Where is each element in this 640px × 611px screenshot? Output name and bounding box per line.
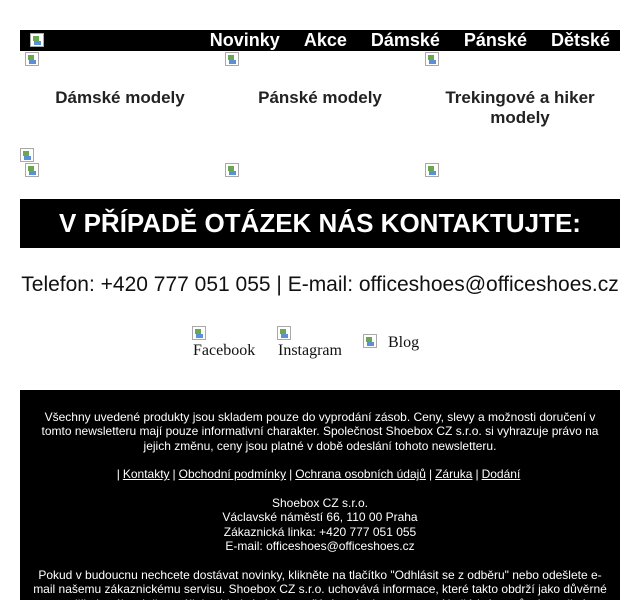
footer-link-obchodni-podminky[interactable]: Obchodní podmínky <box>178 467 287 481</box>
product-image-icon[interactable] <box>225 163 239 177</box>
footer-separator: | <box>475 467 479 481</box>
nav-link-detske[interactable]: Dětské <box>550 30 610 50</box>
category-panske[interactable] <box>220 52 420 112</box>
category-damske[interactable] <box>20 52 220 112</box>
contact-line: Telefon: +420 777 051 055 | E-mail: officeshoes@officeshoes.cz <box>21 273 619 296</box>
footer-separator: | <box>289 467 293 481</box>
footer-separator: | <box>428 467 433 481</box>
footer-separator: | <box>172 467 176 481</box>
top-navigation <box>20 30 620 51</box>
footer <box>20 390 620 611</box>
blog-label[interactable]: Blog <box>388 334 420 351</box>
facebook-label[interactable]: Facebook <box>193 342 256 359</box>
nav-links <box>210 30 610 51</box>
footer-address: Václavské náměstí 66, 110 00 Praha <box>222 510 418 525</box>
nav-link-akce[interactable]: Akce <box>303 30 347 50</box>
category-title[interactable]: Dámské modely <box>55 88 185 107</box>
category-trekking[interactable] <box>420 52 620 132</box>
facebook-icon[interactable] <box>192 326 206 340</box>
product-image-icon[interactable] <box>25 163 39 177</box>
category-image-icon[interactable] <box>25 52 39 66</box>
category-image-icon[interactable] <box>225 52 239 66</box>
banner-image-icon[interactable] <box>20 148 34 162</box>
category-image-icon[interactable] <box>425 52 439 66</box>
footer-company: Shoebox CZ s.r.o. <box>271 496 369 510</box>
footer-address-block <box>20 496 620 553</box>
footer-unsubscribe-text: Pokud v budoucnu nechcete dostávat novinky, klikněte na tlačítko "Odhlásit se z odběru" nebo odešlete e-mail našemu zákaznickému servisu. Shoebox CZ s.r.o. uchovává informace, které takto obdrží jako důvěrné a použije je výhradně pro účely objednávání a zasílání novinek, nepostoupí je žádným způsobem třetím <box>33 568 607 611</box>
blog-icon[interactable] <box>363 334 377 348</box>
footer-separator: | <box>116 467 120 481</box>
product-image-icon[interactable] <box>425 163 439 177</box>
nav-link-panske[interactable]: Pánské <box>463 30 527 50</box>
footer-link-ochrana-udaju[interactable]: Ochrana osobních údajů <box>295 467 426 481</box>
footer-disclaimer: Všechny uvedené produkty jsou skladem pouze do vyprodání zásob. Ceny, slevy a možnosti doručení v tomto newsletteru mají pouze informativní charakter. Společnost Shoebox CZ s.r.o. si vyhrazuje právo na jejich změnu, ceny jsou platné v době odeslání tohoto newsletteru. <box>41 410 599 453</box>
footer-link-dodani[interactable]: Dodání <box>481 467 521 481</box>
nav-link-novinky[interactable]: Novinky <box>209 30 280 50</box>
logo-image-icon[interactable] <box>30 33 44 47</box>
footer-hotline: Zákaznická linka: +420 777 051 055 <box>223 524 417 539</box>
footer-link-zaruka[interactable]: Záruka <box>435 467 473 481</box>
footer-link-kontakty[interactable]: Kontakty <box>122 467 170 481</box>
nav-link-damske[interactable]: Dámské <box>370 30 440 50</box>
footer-email: E-mail: officeshoes@officeshoes.cz <box>225 538 415 553</box>
instagram-icon[interactable] <box>277 326 291 340</box>
footer-links <box>20 467 620 481</box>
category-title[interactable]: Pánské modely <box>258 88 382 107</box>
contact-banner: V PŘÍPADĚ OTÁZEK NÁS KONTAKTUJTE: <box>20 199 620 248</box>
category-title[interactable]: Trekingové a hiker modely <box>445 88 595 127</box>
instagram-label[interactable]: Instagram <box>278 342 342 359</box>
